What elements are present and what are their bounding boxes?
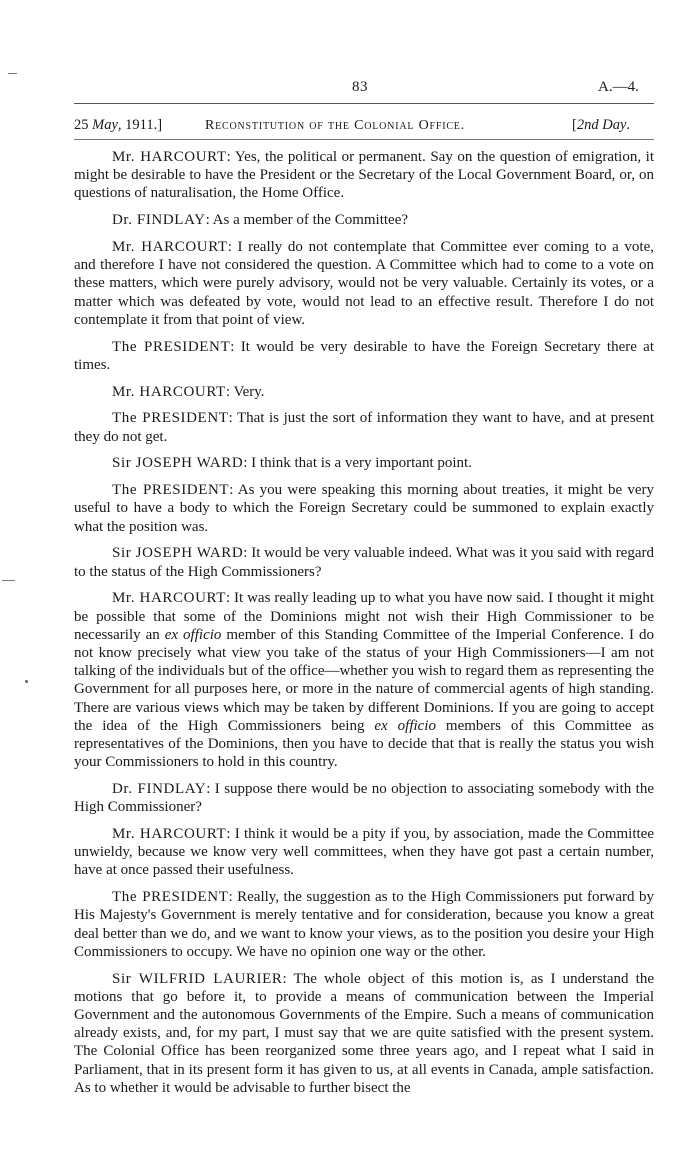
- running-header-date: [74, 117, 162, 134]
- speech-paragraph: [74, 409, 654, 445]
- speaker-name: Mr. HARCOURT: [112, 826, 227, 843]
- date-day: 25: [74, 117, 93, 133]
- paper-reference: A.—4.: [598, 79, 639, 95]
- speaker-name: Sir JOSEPH WARD: [112, 455, 244, 472]
- speech-text: : I think that is a very important point.: [243, 455, 472, 472]
- margin-dot: [25, 680, 28, 683]
- speech-text: : It would be very desirable to have the Foreign Secretary there at times.: [74, 338, 654, 373]
- italic-phrase: ex officio: [164, 626, 222, 643]
- speech-paragraph: [74, 383, 654, 401]
- speech-text: : That is just the sort of information they want to have, and at present they do not get.: [74, 410, 654, 445]
- speech-paragraph: [74, 970, 654, 1097]
- header-rule-top: [74, 103, 654, 104]
- day-open: [: [572, 117, 577, 133]
- margin-mark: [2, 580, 15, 581]
- speaker-name: Sir WILFRID LAURIER: [112, 970, 283, 987]
- running-header-title: Reconstitution of the Colonial Office.: [205, 118, 466, 133]
- speech-text: members of this Committee as representatives of the Dominions, then you have to decide that that is really the status you wish your Commissioners to hold in this country.: [74, 717, 654, 771]
- day-close: .: [626, 117, 631, 133]
- speaker-name: Dr. FINDLAY: [112, 212, 206, 229]
- speaker-name: The PRESIDENT: [112, 889, 229, 906]
- speech-text: : As a member of the Committee?: [205, 212, 409, 229]
- speaker-name: Mr. HARCOURT: [112, 383, 226, 400]
- speaker-name: Mr. HARCOURT: [112, 590, 226, 607]
- date-month: May: [92, 117, 118, 133]
- speaker-name: Dr. FINDLAY: [112, 781, 207, 798]
- speech-paragraph: [74, 148, 654, 203]
- speaker-name: Mr. HARCOURT: [112, 239, 228, 255]
- speech-text: member of this Standing Committee of the Imperial Conference. I do not know precisely what view you take of the status of your High Commissioners—I am not talking of the individuals but of the office—whether you wish to regard them as representing the Government for all purposes here, or more in the nature of commercial agents of high standing. There are various views which may be taken by different Dominions. If you are going to accept the idea of the High Commissioners being: [74, 626, 654, 734]
- speech-paragraph: [74, 544, 654, 580]
- speech-text: : Really, the suggestion as to the High Commissioners put forward by His Majesty's Government is merely tentative and for consideration, because you know a great deal better than we do, and we want to know your views, as to the position you desire your High Commissioners to occupy. We have no opinion one way or the other.: [74, 889, 655, 960]
- speech-paragraph: [74, 338, 654, 374]
- date-year: , 1911.]: [117, 117, 163, 133]
- speech-paragraph: [74, 780, 654, 816]
- speech-text: : As you were speaking this morning about treaties, it might be very useful to have a body to which the Foreign Secretary could be summoned to explain exactly what the position was.: [74, 482, 654, 535]
- running-header-day: [572, 117, 630, 134]
- speech-paragraph: [74, 888, 654, 961]
- italic-phrase: ex officio: [374, 717, 436, 734]
- margin-mark: [8, 73, 17, 74]
- speech-text: : I really do not contemplate that Committee ever coming to a vote, and therefore I have not considered the question. A Committee which had to come to a vote on these matters, which were purely advisory, would not be very valuable. Certainly its votes, or a matter which was defeated by vote, would not lead to an effective result. Therefore I do not contemplate it from that point of view.: [74, 239, 654, 328]
- header-rule-bottom: [74, 139, 654, 140]
- speech-text: : Very.: [225, 383, 265, 400]
- speech-paragraph: [74, 481, 654, 536]
- speech-text: : The whole object of this motion is, as I understand the motions that go before it, to provide a means of communication between the Imperial Government and the autonomous Governments of the Empire. Such a means of communication already exists, and, for my part, I must say that we are quite satisfied with the present system. The Colonial Office has been reorganized some three years ago, and I repeat what I said in Parliament, that in its present form it has given to us, at all events in Canada, ample satisfaction. As to whether it would be advisable to further bisect the: [74, 970, 654, 1096]
- speech-paragraph: [74, 211, 654, 229]
- speech-text: : It was really leading up to what you have now said. I thought it might be possible that some of the Dominions might not wish their High Commissioner to be necessarily an: [74, 590, 654, 643]
- speaker-name: Mr. HARCOURT: [112, 149, 227, 165]
- day-label: 2nd Day: [576, 117, 627, 133]
- speech-text: : It would be very valuable indeed. What was it you said with regard to the status of the High Commissioners?: [74, 545, 654, 580]
- speech-text: : I suppose there would be no objection to associating somebody with the High Commissioner?: [74, 781, 655, 816]
- speech-paragraph: [74, 825, 654, 880]
- speech-paragraph: [74, 589, 654, 771]
- speech-text: : I think it would be a pity if you, by association, made the Committee unwieldy, because we know very well committees, when they have got past a certain number, have at once passed their usefulness.: [74, 826, 655, 879]
- speaker-name: Sir JOSEPH WARD: [112, 545, 244, 562]
- speaker-name: The PRESIDENT: [112, 482, 230, 499]
- speech-paragraph: [74, 238, 654, 329]
- speech-paragraph: [74, 454, 654, 472]
- speech-text: : Yes, the political or permanent. Say on the question of emigration, it might be desirable to have the President or the Secretary of the Local Government Board, or, on questions of naturalisation, the Home Office.: [74, 149, 654, 202]
- page-number: 83: [352, 79, 368, 95]
- speaker-name: The PRESIDENT: [112, 338, 231, 355]
- body-text: [74, 148, 654, 1106]
- speaker-name: The PRESIDENT: [112, 410, 229, 427]
